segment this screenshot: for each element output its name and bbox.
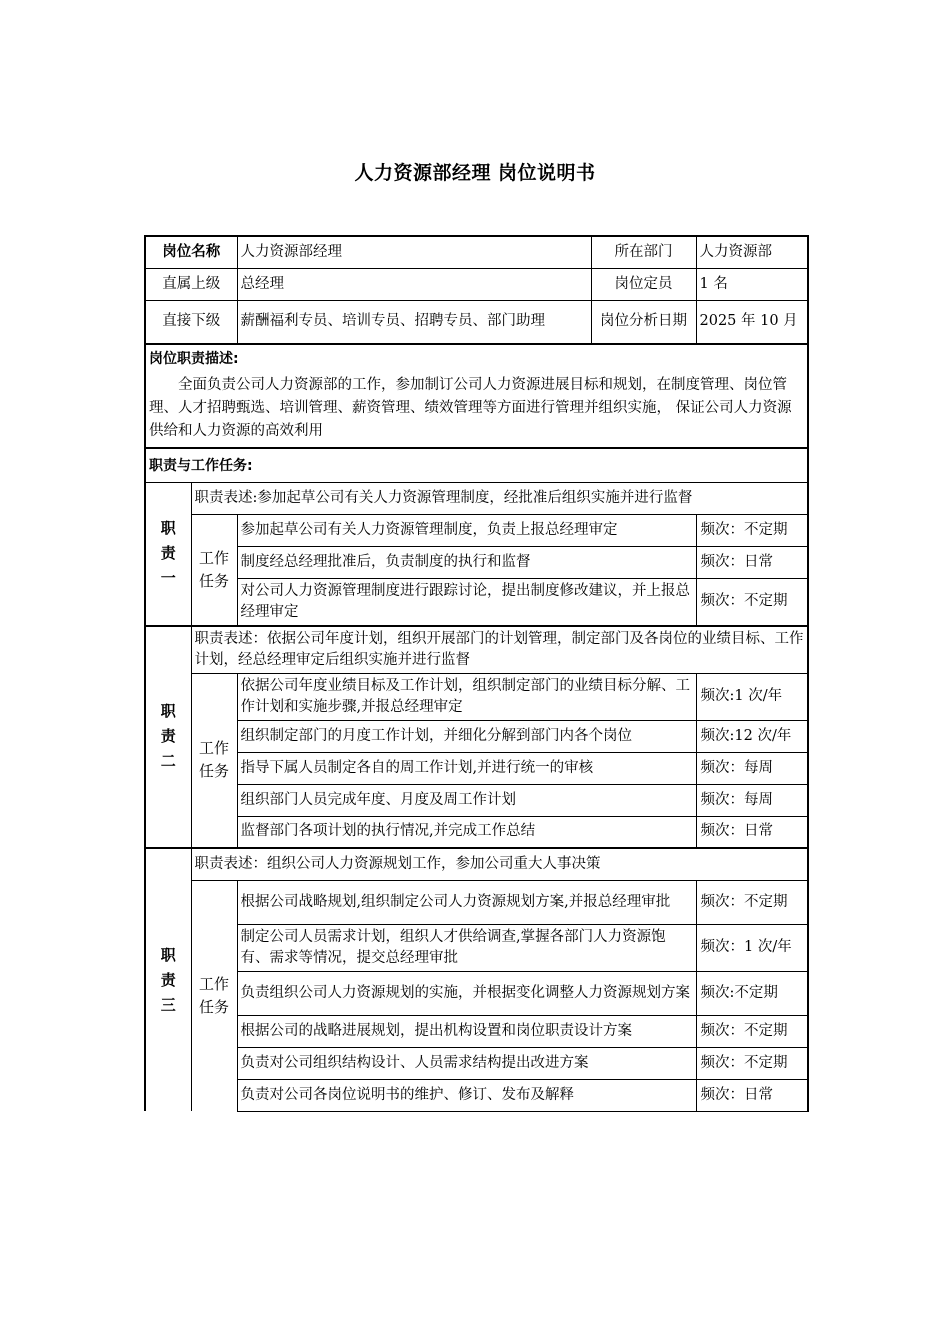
duty-3-task-3-freq: 频次:不定期 (696, 971, 808, 1015)
duty-2-task-1: 依据公司年度业绩目标及工作计划，组织制定部门的业绩目标分解、工作计划和实施步骤,并报总经理审定 (237, 673, 696, 720)
duty-3-task-4: 根据公司的战略进展规划，提出机构设置和岗位职责设计方案 (237, 1015, 696, 1047)
job-description-table (144, 235, 809, 1112)
description-section (145, 344, 808, 448)
duties-heading-row (145, 448, 808, 482)
duty-2-task-row (145, 816, 808, 848)
duty-3-task-3: 负责组织公司人力资源规划的实施，并根据变化调整人力资源规划方案 (237, 971, 696, 1015)
header-row-post (145, 236, 808, 268)
duty-3-task-1-freq: 频次：不定期 (696, 880, 808, 924)
duties-heading: 职责与工作任务: (145, 448, 808, 482)
description-text: 全面负责公司人力资源部的工作，参加制订公司人力资源进展目标和规划，在制度管理、岗位管理、人才招聘甄选、培训管理、薪资管理、绩效管理等方面进行管理并组织实施， 保证公司人力资源供给和人力资源的高效利用 (149, 377, 792, 439)
duty-1-task-label: 工作 任务 (191, 514, 237, 626)
post-name-value: 人力资源部经理 (237, 236, 591, 268)
duty-2-statement: 职责表述：依据公司年度计划，组织开展部门的计划管理，制定部门及各岗位的业绩目标、工作计划，经总经理审定后组织实施并进行监督 (191, 626, 808, 674)
duty-2-task-row (145, 784, 808, 816)
duty-2-task-row (145, 752, 808, 784)
superior-value: 总经理 (237, 268, 591, 300)
duty-1-task-row (145, 546, 808, 578)
duty-3-task-label: 工作 任务 (191, 880, 237, 1111)
duty-1-task-row (145, 514, 808, 546)
analysis-date-label: 岗位分析日期 (591, 300, 696, 344)
dept-value: 人力资源部 (696, 236, 808, 268)
duty-2-task-4: 组织部门人员完成年度、月度及周工作计划 (237, 784, 696, 816)
duty-2-task-5: 监督部门各项计划的执行情况,并完成工作总结 (237, 816, 696, 848)
duty-1-task-2-freq: 频次：日常 (696, 546, 808, 578)
duty-3-task-row (145, 1079, 808, 1111)
duty-1-label: 职 责 一 (145, 482, 191, 626)
duty-2-task-3: 指导下属人员制定各自的周工作计划,并进行统一的审核 (237, 752, 696, 784)
duty-3-task-4-freq: 频次：不定期 (696, 1015, 808, 1047)
duty-3-task-row (145, 924, 808, 971)
duty-3-statement: 职责表述：组织公司人力资源规划工作，参加公司重大人事决策 (191, 848, 808, 880)
headcount-label: 岗位定员 (591, 268, 696, 300)
dept-label: 所在部门 (591, 236, 696, 268)
page-title: 人力资源部经理 岗位说明书 (354, 162, 596, 184)
duty-2-statement-row (145, 626, 808, 674)
duty-3-task-6: 负责对公司各岗位说明书的维护、修订、发布及解释 (237, 1079, 696, 1111)
duty-1-task-row (145, 578, 808, 626)
duty-1-statement: 职责表述:参加起草公司有关人力资源管理制度，经批准后组织实施并进行监督 (191, 482, 808, 514)
duty-3-task-row (145, 971, 808, 1015)
duty-1-task-1: 参加起草公司有关人力资源管理制度，负责上报总经理审定 (237, 514, 696, 546)
duty-3-task-row (145, 880, 808, 924)
duty-2-task-label: 工作 任务 (191, 673, 237, 848)
duty-1-task-3: 对公司人力资源管理制度进行跟踪讨论，提出制度修改建议，并上报总经理审定 (237, 578, 696, 626)
header-row-subordinate (145, 300, 808, 344)
duty-3-statement-row (145, 848, 808, 880)
duty-2-task-5-freq: 频次：日常 (696, 816, 808, 848)
duty-1-statement-row (145, 482, 808, 514)
subordinate-label: 直接下级 (145, 300, 237, 344)
duty-3-task-2: 制定公司人员需求计划，组织人才供给调查,掌握各部门人力资源饱有、需求等情况，提交总经理审批 (237, 924, 696, 971)
duty-1-task-2: 制度经总经理批准后，负责制度的执行和监督 (237, 546, 696, 578)
duty-3-task-1: 根据公司战略规划,组织制定公司人力资源规划方案,并报总经理审批 (237, 880, 696, 924)
description-heading: 岗位职责描述: (149, 351, 239, 367)
duty-2-task-row (145, 673, 808, 720)
duty-2-task-row (145, 720, 808, 752)
duty-3-label: 职 责 三 (145, 848, 191, 1111)
duty-3-task-6-freq: 频次：日常 (696, 1079, 808, 1111)
duty-3-task-5-freq: 频次：不定期 (696, 1047, 808, 1079)
header-row-superior (145, 268, 808, 300)
duty-2-task-3-freq: 频次：每周 (696, 752, 808, 784)
duty-1-task-1-freq: 频次：不定期 (696, 514, 808, 546)
duty-2-label: 职 责 二 (145, 626, 191, 849)
duty-3-task-2-freq: 频次：1 次/年 (696, 924, 808, 971)
duty-3-task-row (145, 1047, 808, 1079)
subordinate-value: 薪酬福利专员、培训专员、招聘专员、部门助理 (237, 300, 591, 344)
duty-2-task-1-freq: 频次:1 次/年 (696, 673, 808, 720)
job-description-sheet (144, 235, 807, 1112)
duty-2-task-4-freq: 频次：每周 (696, 784, 808, 816)
superior-label: 直属上级 (145, 268, 237, 300)
duty-2-task-2-freq: 频次:12 次/年 (696, 720, 808, 752)
duty-1-task-3-freq: 频次：不定期 (696, 578, 808, 626)
analysis-date-value: 2025 年 10 月 (696, 300, 808, 344)
headcount-value: 1 名 (696, 268, 808, 300)
duty-3-task-5: 负责对公司组织结构设计、人员需求结构提出改进方案 (237, 1047, 696, 1079)
duty-3-task-row (145, 1015, 808, 1047)
duty-2-task-2: 组织制定部门的月度工作计划，并细化分解到部门内各个岗位 (237, 720, 696, 752)
post-name-label: 岗位名称 (145, 236, 237, 268)
